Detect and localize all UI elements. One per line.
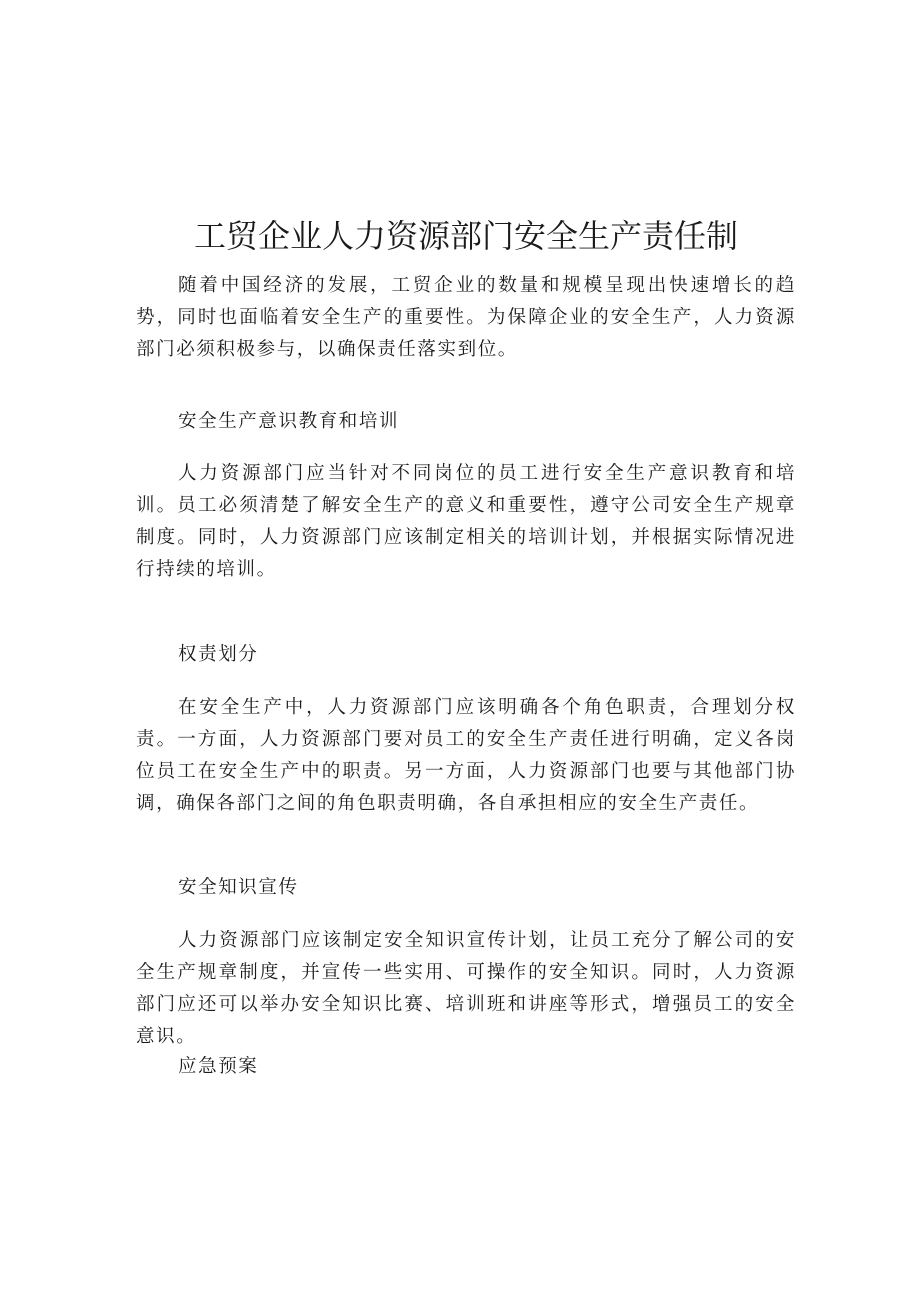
section-body-publicity: 人力资源部门应该制定安全知识宣传计划，让员工充分了解公司的安全生产规章制度，并宣传一些实用、可操作的安全知识。同时，人力资源部门应还可以举办安全知识比赛、培训班和讲座等形式，增强员工的安全意识。 (136, 930, 796, 1047)
document-title: 工贸企业人力资源部门安全生产责任制 (193, 217, 738, 255)
intro-paragraph: 随着中国经济的发展，工贸企业的数量和规模呈现出快速增长的趋势，同时也面临着安全生产的重要性。为保障企业的安全生产，人力资源部门必须积极参与，以确保责任落实到位。 (136, 275, 796, 360)
section-heading-responsibility: 权责划分 (178, 644, 259, 665)
section-heading-emergency: 应急预案 (178, 1056, 259, 1077)
section-body-training: 人力资源部门应当针对不同岗位的员工进行安全生产意识教育和培训。员工必须清楚了解安全生产的意义和重要性，遵守公司安全生产规章制度。同时，人力资源部门应该制定相关的培训计划，并根据实际情况进行持续的培训。 (136, 463, 796, 580)
section-heading-training: 安全生产意识教育和培训 (178, 411, 400, 432)
section-body-responsibility: 在安全生产中，人力资源部门应该明确各个角色职责，合理划分权责。一方面，人力资源部门要对员工的安全生产责任进行明确，定义各岗位员工在安全生产中的职责。另一方面，人力资源部门也要与其他部门协调，确保各部门之间的角色职责明确，各自承担相应的安全生产责任。 (136, 697, 796, 814)
section-heading-publicity: 安全知识宣传 (178, 877, 299, 898)
